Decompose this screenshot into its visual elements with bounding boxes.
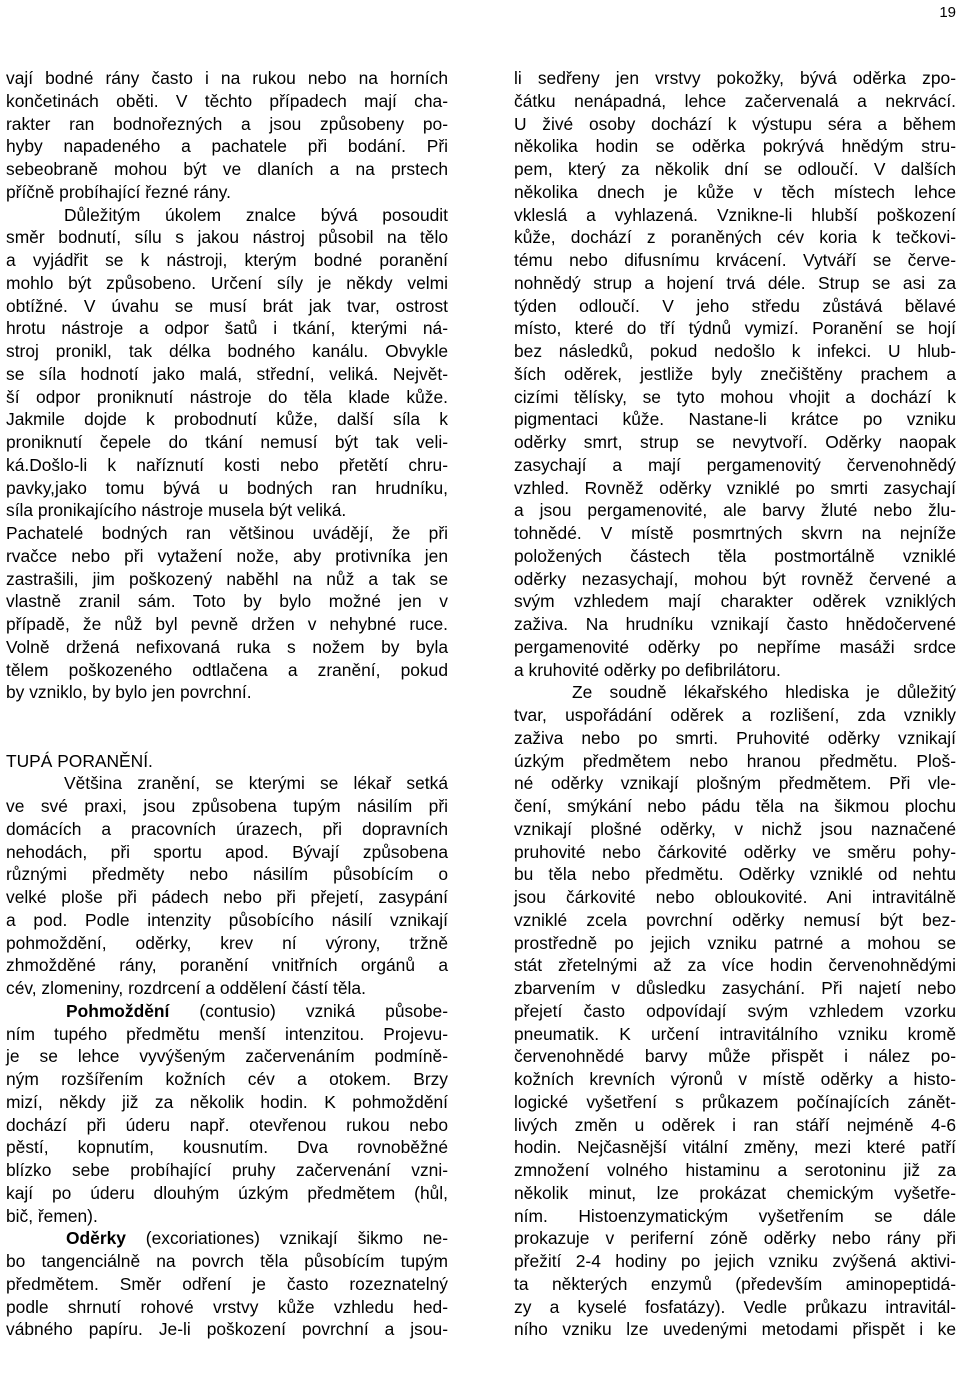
line-text: svým vzhledem mají charakter oděrek vzniklých xyxy=(514,591,956,612)
text-line xyxy=(6,795,448,818)
text-line xyxy=(514,1114,956,1137)
line-text: bo tangenciálně na povrch těla působícím tupým xyxy=(6,1251,448,1271)
line-text: vají bodné rány často i na rukou nebo na horních xyxy=(6,68,448,88)
text-line xyxy=(514,454,956,477)
line-text: zaživa. Na hrudníku vznikají často hnědočervené xyxy=(514,614,956,634)
text-line xyxy=(6,477,448,500)
page-number: 19 xyxy=(939,4,956,21)
text-line xyxy=(6,772,448,795)
text-line xyxy=(514,1296,956,1319)
text-line xyxy=(6,454,448,477)
text-line xyxy=(514,386,956,409)
line-text: hodin. Nejčasnější vitální změny, mezi které patří xyxy=(514,1137,956,1158)
text-line xyxy=(514,818,956,841)
text-line xyxy=(514,613,956,636)
line-text: pneumatik. K určení intravitálního vzniku kromě xyxy=(514,1023,956,1044)
blank-line xyxy=(6,704,448,727)
text-line xyxy=(514,841,956,864)
line-text: červenohnědé barvy může přispět i nález po- xyxy=(514,1046,956,1067)
line-text: hrotu nástroje a odpor šatů i tkání, kterými ná- xyxy=(6,318,448,339)
text-line xyxy=(6,113,448,136)
line-text: vzhled. Rovněž oděrky vzniklé po smrti zasychají xyxy=(514,477,956,498)
text-line xyxy=(6,1227,448,1250)
line-text: zbarvením v důsledku zasychání. Při najetí nebo xyxy=(514,978,956,998)
text-line xyxy=(514,295,956,318)
text-line xyxy=(514,1136,956,1159)
text-line xyxy=(6,1136,448,1159)
text-line xyxy=(514,113,956,136)
line-text: Důležitým úkolem znalce bývá posoudit xyxy=(64,204,448,225)
line-text: Ze soudně lékařského hlediska je důležitý xyxy=(572,682,956,703)
text-line xyxy=(514,1250,956,1273)
line-text: pem, který za několik dní se odloučí. V dalších xyxy=(514,159,956,179)
line-text: pohmoždění, oděrky, krev ní výrony, tržně xyxy=(6,932,448,953)
text-line xyxy=(6,1273,448,1296)
line-text: oděrky nezasychají, mohou být rovněž červené a xyxy=(514,568,956,589)
line-text: položených částech těla postmortálně vzniklé xyxy=(514,545,956,566)
text-line xyxy=(6,636,448,659)
line-text: nohnědý strup a hojení trvá déle. Strup se asi za xyxy=(514,272,956,293)
line-text: tému nebo difusnímu krvácení. Vytváří se červe- xyxy=(514,250,956,270)
text-line xyxy=(6,363,448,386)
text-line xyxy=(514,272,956,295)
line-text: pruhovité nebo čárkovité oděrky ve směru pohy- xyxy=(514,841,956,862)
line-text: zy a kyselé fosfatázy). Vedle průkazu intravitál- xyxy=(514,1296,956,1317)
line-text: kožních krevních výronů v místě oděrky a histo- xyxy=(514,1069,956,1089)
line-text: zhmožděné rány, poranění vnitřních orgánů a xyxy=(6,955,448,976)
line-text: a jsou pergamenovité, ale barvy žluté nebo žlu- xyxy=(514,500,956,521)
line-text: se síla hodnotí jako malá, střední, veliká. Největ- xyxy=(6,363,448,384)
line-text: bič, řemen). xyxy=(6,1205,98,1226)
right-text-column xyxy=(514,67,956,1341)
line-text: pěstí, kopnutím, kousnutím. Dva rovnoběžné xyxy=(6,1137,448,1158)
text-line xyxy=(6,67,448,90)
line-text: ší odpor proniknutí nástroje do těla klade kůže. xyxy=(6,386,448,407)
text-line xyxy=(6,1182,448,1205)
line-text: stroj pronikl, tak délka bodného kanálu. Obvykle xyxy=(6,341,448,361)
line-text: U živé osoby dochází k výstupu séra a během xyxy=(514,113,956,134)
line-text: podle shrnutí rohové vrstvy kůže vzhledu hed- xyxy=(6,1296,448,1317)
line-text: zaživa nebo po smrti. Pruhovité oděrky vznikají xyxy=(514,727,956,748)
text-line xyxy=(514,1023,956,1046)
text-line xyxy=(6,1250,448,1273)
text-line xyxy=(6,1068,448,1091)
line-text: rakter ran bodnořezných a jsou způsobeny po- xyxy=(6,113,448,134)
text-line xyxy=(514,568,956,591)
line-text: tvar, uspořádání oděrek a rozlišení, zda vznikly xyxy=(514,705,956,725)
text-line xyxy=(6,613,448,636)
text-line xyxy=(514,249,956,272)
text-line xyxy=(514,1000,956,1023)
line-text: čení, smýkání nebo pádu těla na šikmou plochu xyxy=(514,796,956,816)
line-text: TUPÁ PORANĚNÍ. xyxy=(6,750,153,771)
bold-term: Oděrky xyxy=(66,1228,126,1249)
text-line xyxy=(6,499,448,522)
line-text: vznikají plošné oděrky, v nichž jsou naznačené xyxy=(514,818,956,839)
line-text: cév, zlomeniny, rozdrcení a oddělení částí těla. xyxy=(6,978,366,998)
line-text: několika dnech je kůže v těch místech lehce xyxy=(514,181,956,202)
text-line xyxy=(514,909,956,932)
line-text: vzniklé zcela povrchní oděrky nemusí být bez- xyxy=(514,909,956,930)
text-line xyxy=(6,545,448,568)
line-text: pergamenovité oděrky po nepříme masáži srdce xyxy=(514,636,956,657)
line-text: ve své praxi, jsou způsobena tupým násilím při xyxy=(6,796,448,816)
text-line xyxy=(514,727,956,750)
line-text: (contusio) vzniká působe- xyxy=(169,1000,448,1021)
line-text: vábného papíru. Je-li poškození povrchní a jsou- xyxy=(6,1319,448,1340)
line-text: přejetí často odpovídají svým vzhledem vzorku xyxy=(514,1000,956,1021)
text-line xyxy=(6,272,448,295)
line-text: příčně probíhající řezné rány. xyxy=(6,181,231,202)
line-text: nehodách, při sportu apod. Bývají způsobena xyxy=(6,841,448,862)
text-line xyxy=(6,249,448,272)
line-text: li sedřeny jen vrstvy pokožky, bývá oděrka zpo- xyxy=(514,68,956,88)
line-text: ká.Došlo-li k naříznutí kosti nebo přetětí chru- xyxy=(6,454,448,475)
text-line xyxy=(514,158,956,181)
text-line xyxy=(6,340,448,363)
line-text: jsou čárkovité nebo obloukovité. Ani intravitálně xyxy=(514,887,956,907)
line-text: místo, které do tří týdnů vymizí. Poranění se hojí xyxy=(514,318,956,339)
text-line xyxy=(6,317,448,340)
text-line xyxy=(6,1091,448,1114)
text-line xyxy=(6,590,448,613)
line-text: kůže, dochází z poraněných cév koria k tečkovi- xyxy=(514,227,956,248)
text-line xyxy=(6,1023,448,1046)
line-text: několik minut, lze prokázat chemickým vyšetře- xyxy=(514,1182,956,1203)
text-line xyxy=(514,340,956,363)
left-text-column xyxy=(6,67,448,1341)
text-line xyxy=(514,886,956,909)
text-line xyxy=(514,1182,956,1205)
line-text: domácích a pracovních úrazech, při dopravních xyxy=(6,818,448,839)
text-line xyxy=(6,1114,448,1137)
text-line xyxy=(6,818,448,841)
text-line xyxy=(6,204,448,227)
line-text: síla pronikajícího nástroje musela být veliká. xyxy=(6,500,347,521)
text-line xyxy=(514,90,956,113)
text-line xyxy=(514,545,956,568)
line-text: logické vyšetření s průkazem počínajících zánět- xyxy=(514,1091,956,1112)
text-line xyxy=(6,408,448,431)
text-line xyxy=(514,1159,956,1182)
line-text: vlastně zranil sám. Toto by bylo možné jen v xyxy=(6,591,448,612)
text-line xyxy=(6,158,448,181)
line-text: ním tupého předmětu menší intenzitou. Projevu- xyxy=(6,1023,448,1044)
text-line xyxy=(6,431,448,454)
text-line xyxy=(6,841,448,864)
text-line xyxy=(514,932,956,955)
text-line xyxy=(6,1000,448,1023)
text-line xyxy=(514,863,956,886)
text-line xyxy=(514,431,956,454)
bold-term: Pohmoždění xyxy=(66,1000,170,1021)
text-line xyxy=(6,1318,448,1341)
line-text: prokazuje v periferní zóně oděrky nebo rány při xyxy=(514,1228,956,1249)
line-text: proniknutí čepele do tkání nemusí být tak veli- xyxy=(6,432,448,452)
text-line xyxy=(514,954,956,977)
text-line xyxy=(514,1091,956,1114)
line-text: stát zřetelnými až za více hodin červenohnědými xyxy=(514,955,956,976)
text-line xyxy=(514,1318,956,1341)
text-line xyxy=(6,932,448,955)
text-line xyxy=(6,659,448,682)
text-line xyxy=(514,363,956,386)
text-line xyxy=(514,317,956,340)
line-text: bez následků, pokud nedošlo k infekci. U hlub- xyxy=(514,341,956,361)
text-line xyxy=(514,204,956,227)
line-text: rvačce nebo při vytažení nože, aby protivníka jen xyxy=(6,545,448,566)
line-text: pavky,jako tomu bývá u bodných ran hrudníku, xyxy=(6,477,448,498)
line-text: sebeobraně mohou být ve dlaních a na prstech xyxy=(6,159,448,179)
text-line xyxy=(514,1273,956,1296)
line-text: mizí, někdy již za několik hodin. K pohmoždění xyxy=(6,1091,448,1112)
text-line xyxy=(6,681,448,704)
line-text: Většina zranění, se kterými se lékař setká xyxy=(64,773,448,794)
text-line xyxy=(514,750,956,773)
text-line xyxy=(6,135,448,158)
text-line xyxy=(6,568,448,591)
line-text: Jakmile dojde k probodnutí kůže, další síla k xyxy=(6,409,448,430)
text-line xyxy=(514,67,956,90)
line-text: by vzniklo, by bylo jen povrchní. xyxy=(6,682,252,703)
line-text: je se lehce vyvýšeným začervenáním podmíně- xyxy=(6,1046,448,1067)
line-text: několika hodin se oděrka pokrývá hnědým stru- xyxy=(514,136,956,157)
text-line xyxy=(6,886,448,909)
text-line xyxy=(514,226,956,249)
line-text: ního vzniku lze uvedenými metodami přispět i ke xyxy=(514,1319,956,1340)
line-text: tělem poškozeného odtlačena a zranění, pokud xyxy=(6,659,448,680)
line-text: předmětem. Směr odření je často rozeznatelný xyxy=(6,1273,448,1294)
text-line xyxy=(514,1205,956,1228)
line-text: dochází při úderu např. otevřenou rukou nebo xyxy=(6,1114,448,1135)
text-line xyxy=(6,1159,448,1182)
text-line xyxy=(514,772,956,795)
text-line xyxy=(514,977,956,1000)
line-text: případě, že nůž byl pevně držen v nehybné ruce. xyxy=(6,614,448,634)
line-text: končetinách oběti. V těchto případech mají cha- xyxy=(6,90,448,111)
line-text: různými předměty nebo násilím působícím o xyxy=(6,864,448,885)
line-text: a vyjádřit se k nástroji, kterým bodné poranění xyxy=(6,250,448,270)
line-text: a kruhovité oděrky po defibrilátoru. xyxy=(514,659,781,680)
line-text: zmnožení volného histaminu a serotoninu již za xyxy=(514,1160,956,1180)
line-text: směr bodnutí, sílu s jakou nástroj působil na tělo xyxy=(6,227,448,248)
line-text: hyby napadeného a pachatele při bodání. Při xyxy=(6,136,448,157)
line-text: pigmentaci kůže. Nastane-li krátce po vzniku xyxy=(514,409,956,430)
line-text: úzkým předmětem nebo hranou předmětu. Ploš- xyxy=(514,750,956,771)
line-text: Volně držená nefixovaná ruka s nožem by byla xyxy=(6,636,448,657)
line-text: mohlo být způsobeno. Určení síly je někdy velmi xyxy=(6,272,448,293)
text-line xyxy=(514,181,956,204)
blank-line xyxy=(6,727,448,750)
line-text: (excoriationes) vznikají šikmo ne- xyxy=(125,1228,448,1249)
text-line xyxy=(6,522,448,545)
line-text: blízko sebe probíhající pruhy začervenání vzni- xyxy=(6,1160,448,1180)
text-line xyxy=(6,295,448,318)
text-line xyxy=(514,659,956,682)
line-text: oděrky smrt, strup se nevytvoří. Oděrky naopak xyxy=(514,432,956,452)
line-text: né oděrky vznikají plošným předmětem. Při vle- xyxy=(514,773,956,794)
text-line xyxy=(514,408,956,431)
line-text: ších oděrek, jestliže byly znečištěny prachem a xyxy=(514,363,956,384)
text-line xyxy=(514,1068,956,1091)
line-text: ným rozšířením kožních cév a otokem. Brzy xyxy=(6,1069,448,1089)
line-text: ta některých enzymů (především aminopeptidá- xyxy=(514,1273,956,1294)
text-line xyxy=(514,1045,956,1068)
line-text: obtížné. V úvahu se musí brát jak tvar, ostrost xyxy=(6,295,448,316)
line-text: Pachatelé bodných ran většinou uvádějí, že při xyxy=(6,523,448,543)
text-line xyxy=(514,522,956,545)
line-text: přežití 2-4 hodiny po jejich vzniku zvýšená aktivi- xyxy=(514,1251,956,1271)
line-text: cizími tělísky, se tyto mohou vhojit a dochází k xyxy=(514,386,956,407)
text-line xyxy=(6,954,448,977)
text-line xyxy=(6,181,448,204)
line-text: velké ploše při pádech nebo při přejetí, zasypání xyxy=(6,887,448,907)
text-line xyxy=(6,1205,448,1228)
line-text: livých změn u oděrek i ran stáří nejméně 4-6 xyxy=(514,1114,956,1135)
text-line xyxy=(514,1227,956,1250)
text-line xyxy=(514,477,956,500)
line-text: prostředně po jejich vzniku patrné a mohou se xyxy=(514,932,956,953)
line-text: týden odloučí. V jeho středu zůstává bělavé xyxy=(514,295,956,316)
line-text: čátku nenápadná, lehce začervenalá a nekrvácí. xyxy=(514,90,956,111)
line-text: vkleslá a vyhlazená. Vznikne-li hlubší poškození xyxy=(514,204,956,225)
text-line xyxy=(514,636,956,659)
line-text: a pod. Podle intenzity působícího násilí vznikají xyxy=(6,909,448,930)
section-heading xyxy=(6,750,448,773)
line-text: kají po úderu dlouhým úzkým předmětem (hůl, xyxy=(6,1182,448,1203)
text-line xyxy=(6,863,448,886)
line-text: zastrašili, jim poškozený naběhl na nůž a tak se xyxy=(6,568,448,589)
text-line xyxy=(6,226,448,249)
text-line xyxy=(514,590,956,613)
line-text: zasychají a mají pergamenovitý červenohnědý xyxy=(514,454,956,475)
text-line xyxy=(514,795,956,818)
line-text: tohnědé. V místě posmrtných skvrn na nejníže xyxy=(514,523,956,543)
text-line xyxy=(6,1045,448,1068)
text-line xyxy=(6,386,448,409)
line-text: bu těla nebo předmětu. Oděrky vzniklé od nehtu xyxy=(514,864,956,885)
text-line xyxy=(514,704,956,727)
text-line xyxy=(6,90,448,113)
text-line xyxy=(514,681,956,704)
text-line xyxy=(6,977,448,1000)
line-text: ním. Histoenzymatickým vyšetřením se dále xyxy=(514,1205,956,1226)
text-line xyxy=(6,909,448,932)
text-line xyxy=(6,1296,448,1319)
text-line xyxy=(514,135,956,158)
text-line xyxy=(514,499,956,522)
